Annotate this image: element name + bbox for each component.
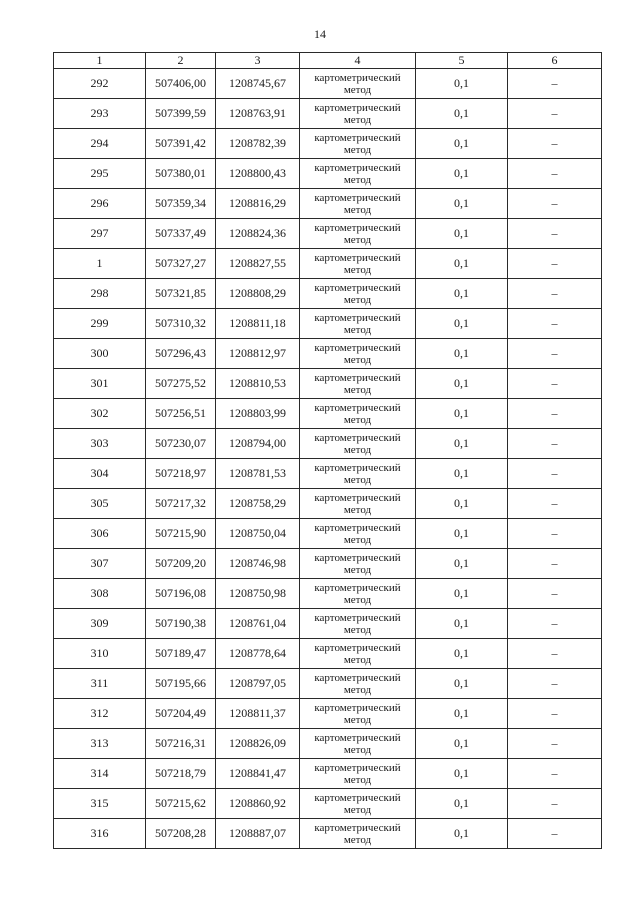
coordinate-x: 507204,49: [146, 699, 216, 729]
accuracy-value: 0,1: [416, 549, 508, 579]
method-line-2: метод: [343, 443, 372, 456]
accuracy-value: 0,1: [416, 819, 508, 849]
accuracy-value: 0,1: [416, 69, 508, 99]
note-dash: –: [508, 609, 602, 639]
accuracy-value: 0,1: [416, 579, 508, 609]
accuracy-value: 0,1: [416, 189, 508, 219]
table-row: [54, 579, 602, 609]
coordinate-x: 507215,62: [146, 789, 216, 819]
method-line-2: метод: [343, 563, 372, 576]
method-cell: [300, 99, 416, 129]
method-cell: [300, 789, 416, 819]
method-cell: [300, 459, 416, 489]
accuracy-value: 0,1: [416, 519, 508, 549]
table-row: [54, 729, 602, 759]
method-line-2: метод: [343, 353, 372, 366]
method-line-2: метод: [343, 323, 372, 336]
coordinate-y: 1208811,37: [216, 699, 300, 729]
coordinate-y: 1208824,36: [216, 219, 300, 249]
accuracy-value: 0,1: [416, 789, 508, 819]
accuracy-value: 0,1: [416, 699, 508, 729]
coordinate-y: 1208811,18: [216, 309, 300, 339]
method-line-1: картометрический: [314, 251, 401, 264]
note-dash: –: [508, 579, 602, 609]
note-dash: –: [508, 219, 602, 249]
coordinate-y: 1208781,53: [216, 459, 300, 489]
table-row: [54, 759, 602, 789]
method-line-1: картометрический: [314, 641, 401, 654]
point-number: 309: [54, 609, 146, 639]
accuracy-value: 0,1: [416, 489, 508, 519]
method-line-1: картометрический: [314, 221, 401, 234]
coordinate-x: 507380,01: [146, 159, 216, 189]
note-dash: –: [508, 759, 602, 789]
table-row: [54, 99, 602, 129]
coordinate-y: 1208797,05: [216, 669, 300, 699]
method-cell: [300, 819, 416, 849]
coordinate-x: 507230,07: [146, 429, 216, 459]
note-dash: –: [508, 309, 602, 339]
point-number: 1: [54, 249, 146, 279]
method-cell: [300, 519, 416, 549]
coordinate-x: 507218,97: [146, 459, 216, 489]
method-line-1: картометрический: [314, 281, 401, 294]
method-cell: [300, 639, 416, 669]
method-line-1: картометрический: [314, 821, 401, 834]
coordinate-x: 507256,51: [146, 399, 216, 429]
method-line-1: картометрический: [314, 671, 401, 684]
point-number: 304: [54, 459, 146, 489]
accuracy-value: 0,1: [416, 369, 508, 399]
method-line-2: метод: [343, 713, 372, 726]
point-number: 316: [54, 819, 146, 849]
note-dash: –: [508, 519, 602, 549]
method-line-1: картометрический: [314, 521, 401, 534]
table-row: [54, 819, 602, 849]
note-dash: –: [508, 789, 602, 819]
method-line-1: картометрический: [314, 401, 401, 414]
accuracy-value: 0,1: [416, 309, 508, 339]
method-line-1: картометрический: [314, 371, 401, 384]
method-cell: [300, 729, 416, 759]
table-row: [54, 669, 602, 699]
coordinate-y: 1208758,29: [216, 489, 300, 519]
coordinate-x: 507406,00: [146, 69, 216, 99]
coordinate-y: 1208746,98: [216, 549, 300, 579]
method-cell: [300, 279, 416, 309]
method-line-2: метод: [343, 203, 372, 216]
coordinate-x: 507359,34: [146, 189, 216, 219]
coordinate-y: 1208750,98: [216, 579, 300, 609]
table-row: [54, 249, 602, 279]
table-row: [54, 699, 602, 729]
method-line-1: картометрический: [314, 101, 401, 114]
coordinate-x: 507321,85: [146, 279, 216, 309]
note-dash: –: [508, 459, 602, 489]
column-header-6: 6: [508, 53, 602, 69]
method-cell: [300, 549, 416, 579]
method-line-2: метод: [343, 143, 372, 156]
coordinate-y: 1208778,64: [216, 639, 300, 669]
method-cell: [300, 189, 416, 219]
method-line-2: метод: [343, 653, 372, 666]
coordinate-x: 507296,43: [146, 339, 216, 369]
coordinate-x: 507195,66: [146, 669, 216, 699]
table-row: [54, 639, 602, 669]
note-dash: –: [508, 159, 602, 189]
table-header: [54, 53, 602, 69]
table-row: [54, 159, 602, 189]
coordinate-y: 1208816,29: [216, 189, 300, 219]
column-header-1: 1: [54, 53, 146, 69]
point-number: 305: [54, 489, 146, 519]
column-header-3: 3: [216, 53, 300, 69]
table-row: [54, 399, 602, 429]
point-number: 315: [54, 789, 146, 819]
table-row: [54, 789, 602, 819]
note-dash: –: [508, 429, 602, 459]
method-line-2: метод: [343, 803, 372, 816]
method-cell: [300, 369, 416, 399]
accuracy-value: 0,1: [416, 279, 508, 309]
note-dash: –: [508, 699, 602, 729]
accuracy-value: 0,1: [416, 429, 508, 459]
coordinate-x: 507217,32: [146, 489, 216, 519]
point-number: 311: [54, 669, 146, 699]
method-line-2: метод: [343, 473, 372, 486]
table-row: [54, 429, 602, 459]
method-line-2: метод: [343, 773, 372, 786]
coordinates-table: [53, 52, 602, 849]
method-cell: [300, 129, 416, 159]
point-number: 292: [54, 69, 146, 99]
coordinate-x: 507275,52: [146, 369, 216, 399]
point-number: 302: [54, 399, 146, 429]
table-row: [54, 189, 602, 219]
note-dash: –: [508, 129, 602, 159]
method-line-2: метод: [343, 593, 372, 606]
method-cell: [300, 609, 416, 639]
method-line-2: метод: [343, 233, 372, 246]
method-line-1: картометрический: [314, 341, 401, 354]
coordinate-x: 507337,49: [146, 219, 216, 249]
note-dash: –: [508, 69, 602, 99]
column-header-4: 4: [300, 53, 416, 69]
method-line-1: картометрический: [314, 461, 401, 474]
point-number: 303: [54, 429, 146, 459]
table-body: [54, 69, 602, 849]
method-line-1: картометрический: [314, 161, 401, 174]
method-line-1: картометрический: [314, 701, 401, 714]
method-cell: [300, 219, 416, 249]
note-dash: –: [508, 639, 602, 669]
coordinate-x: 507399,59: [146, 99, 216, 129]
coordinate-y: 1208803,99: [216, 399, 300, 429]
point-number: 293: [54, 99, 146, 129]
coordinate-y: 1208750,04: [216, 519, 300, 549]
column-header-2: 2: [146, 53, 216, 69]
method-cell: [300, 429, 416, 459]
point-number: 313: [54, 729, 146, 759]
coordinate-x: 507209,20: [146, 549, 216, 579]
accuracy-value: 0,1: [416, 129, 508, 159]
coordinate-y: 1208827,55: [216, 249, 300, 279]
coordinate-y: 1208761,04: [216, 609, 300, 639]
method-line-2: метод: [343, 413, 372, 426]
accuracy-value: 0,1: [416, 609, 508, 639]
accuracy-value: 0,1: [416, 729, 508, 759]
point-number: 312: [54, 699, 146, 729]
coordinate-x: 507327,27: [146, 249, 216, 279]
coordinate-x: 507310,32: [146, 309, 216, 339]
coordinate-x: 507196,08: [146, 579, 216, 609]
method-line-1: картометрический: [314, 491, 401, 504]
accuracy-value: 0,1: [416, 759, 508, 789]
note-dash: –: [508, 249, 602, 279]
table-row: [54, 309, 602, 339]
coordinate-y: 1208745,67: [216, 69, 300, 99]
method-line-1: картометрический: [314, 581, 401, 594]
method-cell: [300, 339, 416, 369]
accuracy-value: 0,1: [416, 219, 508, 249]
method-line-1: картометрический: [314, 431, 401, 444]
point-number: 294: [54, 129, 146, 159]
method-line-1: картометрический: [314, 191, 401, 204]
table-row: [54, 219, 602, 249]
accuracy-value: 0,1: [416, 639, 508, 669]
point-number: 298: [54, 279, 146, 309]
method-cell: [300, 159, 416, 189]
method-line-2: метод: [343, 503, 372, 516]
note-dash: –: [508, 399, 602, 429]
method-line-1: картометрический: [314, 131, 401, 144]
coordinate-y: 1208763,91: [216, 99, 300, 129]
method-line-1: картометрический: [314, 71, 401, 84]
point-number: 300: [54, 339, 146, 369]
page-number: 14: [314, 27, 326, 41]
point-number: 310: [54, 639, 146, 669]
method-cell: [300, 669, 416, 699]
method-line-1: картометрический: [314, 731, 401, 744]
coordinate-x: 507215,90: [146, 519, 216, 549]
coordinate-y: 1208808,29: [216, 279, 300, 309]
point-number: 307: [54, 549, 146, 579]
method-line-2: метод: [343, 113, 372, 126]
method-cell: [300, 249, 416, 279]
point-number: 306: [54, 519, 146, 549]
note-dash: –: [508, 669, 602, 699]
coordinate-y: 1208841,47: [216, 759, 300, 789]
accuracy-value: 0,1: [416, 339, 508, 369]
method-cell: [300, 759, 416, 789]
coordinate-x: 507189,47: [146, 639, 216, 669]
point-number: 308: [54, 579, 146, 609]
table-row: [54, 69, 602, 99]
table-row: [54, 279, 602, 309]
table-row: [54, 549, 602, 579]
method-cell: [300, 309, 416, 339]
note-dash: –: [508, 819, 602, 849]
coordinate-y: 1208812,97: [216, 339, 300, 369]
method-line-2: метод: [343, 743, 372, 756]
method-cell: [300, 69, 416, 99]
method-line-2: метод: [343, 83, 372, 96]
table-row: [54, 369, 602, 399]
accuracy-value: 0,1: [416, 669, 508, 699]
method-line-2: метод: [343, 263, 372, 276]
point-number: 297: [54, 219, 146, 249]
method-line-2: метод: [343, 173, 372, 186]
method-cell: [300, 579, 416, 609]
point-number: 295: [54, 159, 146, 189]
coordinate-y: 1208794,00: [216, 429, 300, 459]
method-line-1: картометрический: [314, 761, 401, 774]
method-line-2: метод: [343, 533, 372, 546]
method-line-2: метод: [343, 383, 372, 396]
column-header-5: 5: [416, 53, 508, 69]
header-row: [54, 53, 602, 69]
note-dash: –: [508, 339, 602, 369]
table-row: [54, 339, 602, 369]
method-line-2: метод: [343, 623, 372, 636]
point-number: 301: [54, 369, 146, 399]
coordinate-x: 507208,28: [146, 819, 216, 849]
point-number: 299: [54, 309, 146, 339]
method-line-1: картометрический: [314, 311, 401, 324]
accuracy-value: 0,1: [416, 399, 508, 429]
table-row: [54, 129, 602, 159]
table-row: [54, 489, 602, 519]
method-cell: [300, 399, 416, 429]
table-row: [54, 609, 602, 639]
table-row: [54, 519, 602, 549]
coordinate-y: 1208887,07: [216, 819, 300, 849]
note-dash: –: [508, 549, 602, 579]
method-line-1: картометрический: [314, 611, 401, 624]
coordinate-x: 507391,42: [146, 129, 216, 159]
coordinate-x: 507216,31: [146, 729, 216, 759]
coordinate-y: 1208782,39: [216, 129, 300, 159]
method-line-2: метод: [343, 683, 372, 696]
method-cell: [300, 489, 416, 519]
coordinate-y: 1208800,43: [216, 159, 300, 189]
point-number: 296: [54, 189, 146, 219]
accuracy-value: 0,1: [416, 159, 508, 189]
note-dash: –: [508, 729, 602, 759]
note-dash: –: [508, 369, 602, 399]
point-number: 314: [54, 759, 146, 789]
coordinate-x: 507190,38: [146, 609, 216, 639]
note-dash: –: [508, 489, 602, 519]
method-line-2: метод: [343, 833, 372, 846]
coordinate-y: 1208826,09: [216, 729, 300, 759]
note-dash: –: [508, 189, 602, 219]
method-cell: [300, 699, 416, 729]
note-dash: –: [508, 279, 602, 309]
table-row: [54, 459, 602, 489]
accuracy-value: 0,1: [416, 459, 508, 489]
coordinate-x: 507218,79: [146, 759, 216, 789]
accuracy-value: 0,1: [416, 99, 508, 129]
coordinate-y: 1208860,92: [216, 789, 300, 819]
note-dash: –: [508, 99, 602, 129]
method-line-1: картометрический: [314, 791, 401, 804]
accuracy-value: 0,1: [416, 249, 508, 279]
coordinate-y: 1208810,53: [216, 369, 300, 399]
method-line-2: метод: [343, 293, 372, 306]
method-line-1: картометрический: [314, 551, 401, 564]
